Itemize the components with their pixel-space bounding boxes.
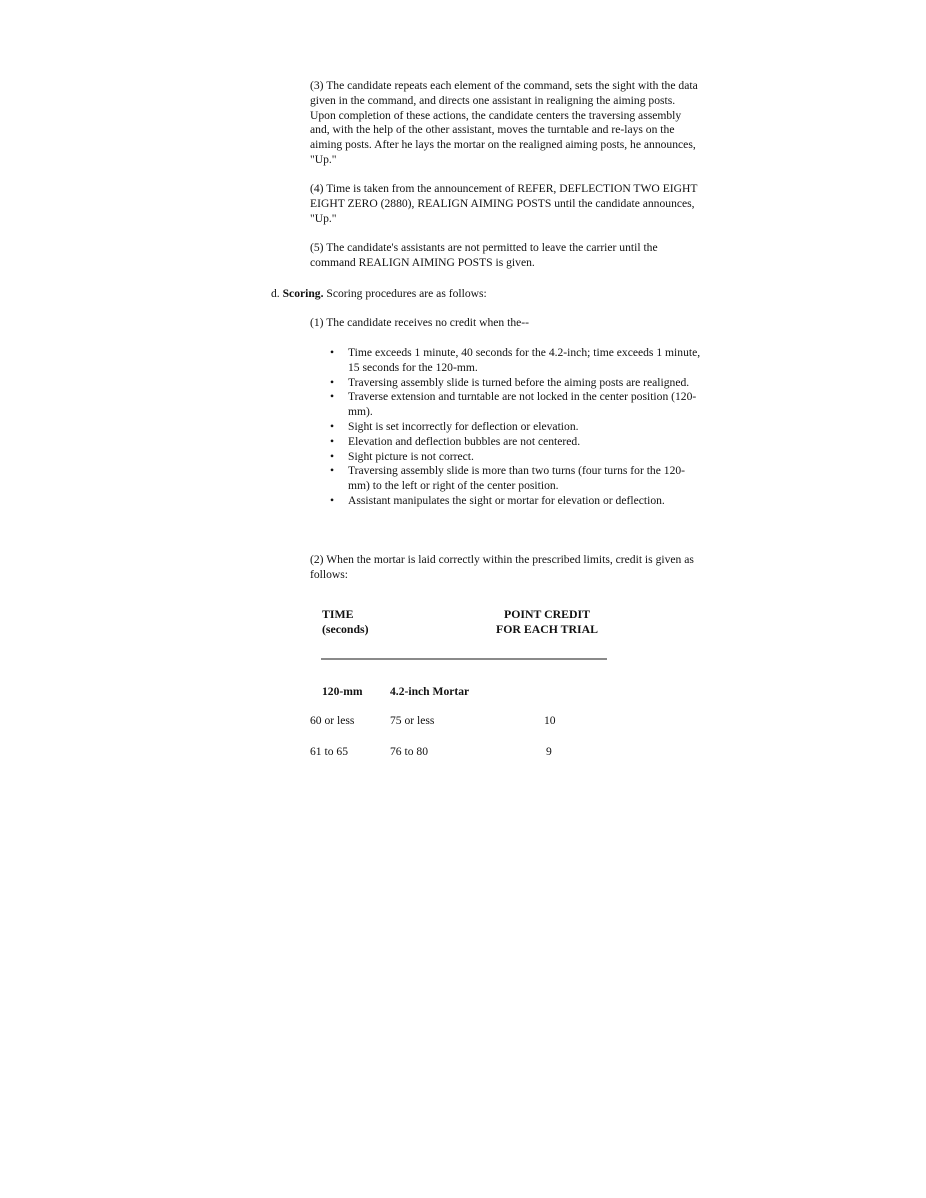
bullet-icon: • [330, 419, 335, 433]
no-credit-list [330, 346, 702, 509]
row-2-42inch: 76 to 80 [390, 745, 429, 758]
row-2-credit: 9 [546, 745, 552, 758]
list-item [330, 494, 702, 509]
bullet-icon: • [330, 375, 335, 389]
list-item-text: Assistant manipulates the sight or mortar for elevation or deflection. [348, 493, 665, 507]
list-item [330, 346, 702, 376]
scoring-text: Scoring procedures are as follows: [323, 287, 487, 300]
scoring-heading [271, 287, 701, 302]
bullet-icon: • [330, 449, 335, 463]
scoring-title: Scoring. [282, 287, 324, 300]
list-item [330, 464, 702, 494]
time-header-line1: TIME [322, 607, 354, 621]
credit-header-line2: FOR EACH TRIAL [496, 622, 599, 636]
list-item [330, 376, 702, 391]
list-item-text: Time exceeds 1 minute, 40 seconds for the 4.2-inch; time exceeds 1 minute, 15 seconds for the 120-mm. [348, 346, 701, 374]
row-1-42inch: 75 or less [390, 714, 435, 727]
scoring-paragraph-1: (1) The candidate receives no credit when the-- [310, 316, 529, 329]
row-1-120mm: 60 or less [310, 714, 355, 727]
bullet-icon: • [330, 493, 335, 507]
paragraph-4: (4) Time is taken from the announcement of REFER, DEFLECTION TWO EIGHT EIGHT ZERO (2880), REALIGN AIMING POSTS until the candidate announces, "Up." [310, 182, 698, 225]
list-item-text: Sight is set incorrectly for deflection or elevation. [348, 419, 579, 433]
list-item [330, 435, 702, 450]
bullet-icon: • [330, 434, 335, 448]
scoring-prefix: d. [271, 287, 283, 300]
list-item-text: Traverse extension and turntable are not locked in the center position (120-mm). [348, 390, 697, 419]
time-header [322, 607, 369, 637]
subheader-42inch: 4.2-inch Mortar [390, 685, 470, 698]
bullet-icon: • [330, 346, 335, 359]
list-item [330, 420, 702, 435]
credit-header [496, 607, 598, 637]
list-item-text: Traversing assembly slide is more than two turns (four turns for the 120-mm) to the left or right of the center position. [348, 464, 686, 493]
time-header-line2: (seconds) [322, 622, 369, 636]
row-1-credit: 10 [544, 714, 556, 727]
list-item-text: Traversing assembly slide is turned before the aiming posts are realigned. [348, 375, 690, 389]
row-2-120mm: 61 to 65 [310, 745, 349, 758]
table-rule [321, 658, 607, 660]
subheader-120mm: 120-mm [322, 685, 363, 698]
list-item [330, 390, 702, 420]
credit-header-line1: POINT CREDIT [504, 607, 590, 621]
list-item-text: Elevation and deflection bubbles are not centered. [348, 434, 581, 448]
paragraph-3: (3) The candidate repeats each element of the command, sets the sight with the data given in the command, and directs one assistant in realigning the aiming posts. Upon completion of these actions, the candidate centers the traversing assembly and, with the help of the other assistant, moves the turntable and re-lays on the aiming posts. After he lays the mortar on the realigned aiming posts, he announces, "Up." [310, 79, 698, 166]
bullet-icon: • [330, 390, 335, 404]
bullet-icon: • [330, 464, 335, 478]
paragraph-5: (5) The candidate's assistants are not permitted to leave the carrier until the command REALIGN AIMING POSTS is given. [310, 241, 658, 269]
scoring-paragraph-2: (2) When the mortar is laid correctly within the prescribed limits, credit is given as follows: [310, 553, 694, 581]
list-item [330, 450, 702, 465]
list-item-text: Sight picture is not correct. [348, 449, 474, 463]
